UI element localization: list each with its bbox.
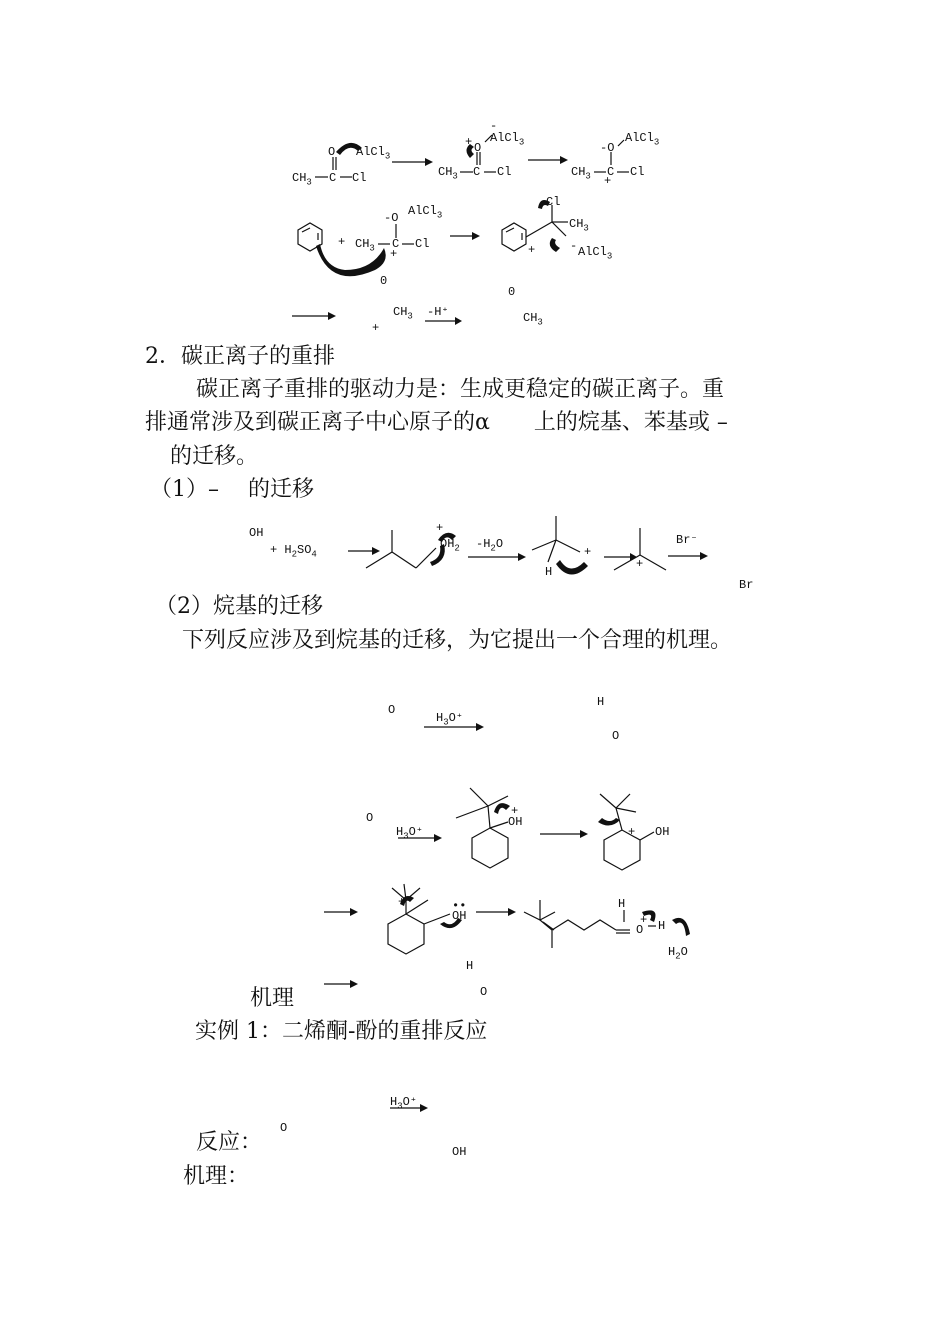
mechanism-label: 机理: [250, 986, 295, 1011]
minus-sign: -: [570, 239, 578, 253]
ch3-subscript: 3: [452, 171, 458, 182]
minus-sign: -: [490, 119, 498, 133]
ch3-text: CH: [292, 171, 307, 185]
hydroxyl-label: OH: [508, 815, 523, 829]
alcl-text: AlCl: [356, 145, 385, 159]
plus-sign: +: [584, 545, 592, 559]
hydrogen-label: H: [618, 897, 626, 911]
ch3-subscript: 3: [585, 171, 591, 182]
subscript-2: 2: [291, 549, 298, 560]
o-text: O: [495, 537, 504, 551]
dienone-oxygen-label: O: [280, 1121, 288, 1135]
aldehyde-o-label: O: [612, 729, 620, 743]
ch3-subscript: 3: [583, 223, 589, 234]
plus-sign: +: [436, 521, 444, 535]
subsection-1-heading: （1）– 的迁移: [150, 477, 314, 502]
h-text: H: [396, 825, 404, 839]
o-plus-text: O⁺: [402, 1095, 418, 1109]
plus-sign: +: [372, 321, 380, 335]
chlorine-label: Cl: [352, 171, 367, 185]
paragraph-line-3: 的迁移。: [170, 444, 259, 469]
ketone-oxygen-label: O: [388, 703, 396, 717]
ch3-subscript: 3: [306, 177, 312, 188]
alcl-subscript: 3: [518, 137, 525, 148]
o-text: O: [680, 945, 688, 959]
ch3-text: CH: [571, 165, 586, 179]
zero-label: 0: [508, 285, 516, 299]
hydronium-label-3: [390, 1096, 417, 1111]
hydroxyl-label: OH: [655, 825, 670, 839]
paragraph-line-1: 碳正离子重排的驱动力是：生成更稳定的碳正离子。重: [196, 377, 725, 402]
ketone-oxygen-label: O: [366, 811, 374, 825]
ch3-subscript: 3: [537, 317, 543, 328]
carbon-label: C: [392, 237, 400, 251]
hydrogen-label: H: [466, 959, 474, 973]
ch3-text: CH: [355, 237, 370, 251]
plus-sign: +: [390, 247, 398, 261]
deprotonation-label: -H⁺: [427, 305, 449, 319]
subsection-2-heading: （2）烷基的迁移: [155, 594, 323, 619]
hydroxyl-label: OH: [249, 526, 264, 540]
alcl-subscript: 3: [653, 137, 660, 148]
reaction-label: 反应：: [196, 1130, 263, 1155]
chlorine-label: Cl: [630, 165, 645, 179]
oxygen-label: O: [480, 985, 488, 999]
plus-sign: +: [528, 243, 536, 257]
plus-sign: +: [636, 557, 644, 571]
oxygen-label: O: [328, 145, 336, 159]
ch3-text: CH: [569, 217, 584, 231]
alcl-subscript: 3: [436, 210, 443, 221]
aldehyde-h-label: H: [597, 695, 605, 709]
oxide-label: -O: [600, 141, 615, 155]
subscript-2: 2: [490, 543, 496, 554]
h-text: + H: [270, 543, 292, 557]
plus-sign: +: [465, 135, 473, 149]
bromide-label: Br⁻: [676, 533, 698, 547]
oxygen-label: O: [474, 141, 482, 155]
plus-sign: +: [640, 913, 648, 927]
subscript-4: 4: [311, 549, 317, 560]
mechanism-label-2: 机理：: [183, 1164, 250, 1189]
alcl-text: AlCl: [625, 131, 654, 145]
alcl-subscript: 3: [606, 251, 613, 262]
chlorine-label: Cl: [415, 237, 430, 251]
plus-sign: +: [338, 235, 346, 249]
subscript-3: 3: [397, 1101, 403, 1112]
ch3-subscript: 3: [407, 311, 413, 322]
plus-sign: +: [604, 174, 612, 188]
hydrogen-label: H: [658, 919, 666, 933]
example-1-heading: 实例 1：二烯酮-酚的重排反应: [195, 1019, 488, 1044]
subscript-3: 3: [443, 717, 449, 728]
h-text: H: [668, 945, 676, 959]
so-text: SO: [297, 543, 312, 557]
subscript-3: 3: [403, 831, 409, 842]
subsection-2-description: 下列反应涉及到烷基的迁移，为它提出一个合理的机理。: [182, 628, 733, 653]
oh-text: OH: [440, 537, 455, 551]
plus-sign: +: [398, 895, 406, 909]
bromine-label: Br: [739, 578, 754, 592]
plus-sign: +: [511, 804, 519, 818]
chlorine-label: Cl: [497, 165, 512, 179]
oxide-label: -O: [384, 211, 399, 225]
ch3-text: CH: [438, 165, 453, 179]
alcl-text: AlCl: [578, 245, 607, 259]
minus-h-text: -H: [476, 537, 491, 551]
phenol-oh-label: OH: [452, 1145, 467, 1159]
hydrogen-label: H: [545, 565, 553, 579]
subscript-2: 2: [454, 543, 460, 554]
carbon-label: C: [607, 165, 615, 179]
hydroxyl-label: OH: [452, 909, 467, 923]
carbon-label: C: [473, 165, 481, 179]
carbonyl-oxygen-label: O: [636, 923, 644, 937]
alcl-text: AlCl: [490, 131, 519, 145]
subscript-2: 2: [675, 951, 681, 962]
chlorine-label: Cl: [546, 195, 561, 209]
o-plus-text: O⁺: [448, 711, 464, 725]
lone-pair-dots: ••: [452, 899, 467, 913]
paragraph-line-2: 排通常涉及到碳正离子中心原子的α 上的烷基、苯基或 –: [145, 410, 728, 435]
carbon-label: C: [329, 171, 337, 185]
section-heading: 2．碳正离子的重排: [145, 344, 335, 369]
o-plus-text: O⁺: [408, 825, 424, 839]
ch3-text: CH: [523, 311, 538, 325]
h-text: H: [436, 711, 444, 725]
zero-label: 0: [380, 274, 388, 288]
alcl-subscript: 3: [384, 151, 391, 162]
ch3-subscript: 3: [369, 243, 375, 254]
alcl-text: AlCl: [408, 204, 437, 218]
h-text: H: [390, 1095, 398, 1109]
ch3-text: CH: [393, 305, 408, 319]
plus-sign: +: [628, 825, 636, 839]
